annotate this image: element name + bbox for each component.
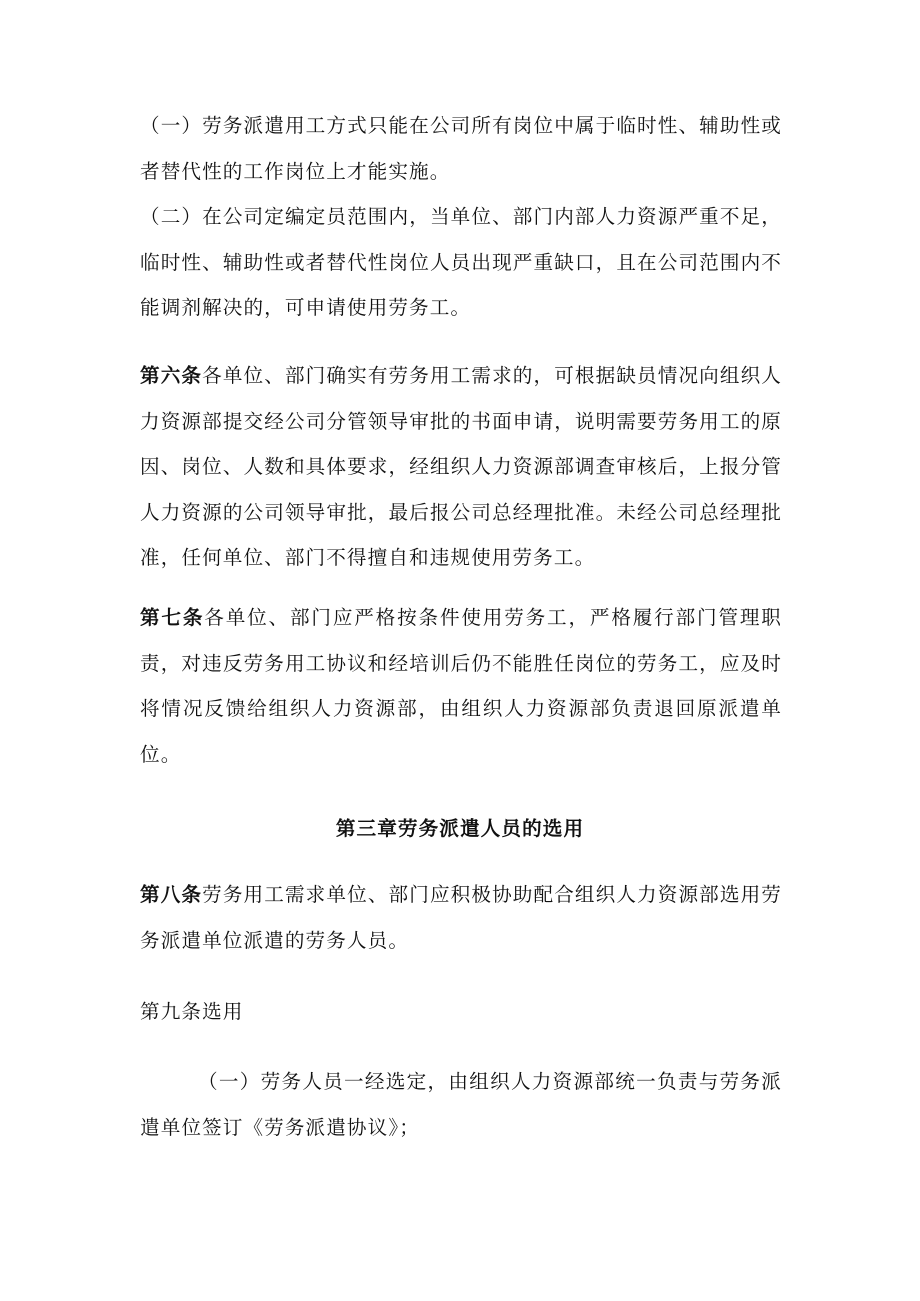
clause-9-item-1-text: （一）劳务人员一经选定，由组织人力资源部统一负责与劳务派遣单位签订《劳务派遣协议》； [140, 1070, 782, 1139]
article-7-text: 各单位、部门应严格按条件使用劳务工，严格履行部门管理职责，对违反劳务用工协议和经培训后仍不能胜任岗位的劳务工，应及时将情况反馈给组织人力资源部，由组织人力资源部负责退回原派遣单位。 [140, 606, 782, 766]
clause-item-2 [140, 194, 782, 331]
article-8-text: 劳务用工需求单位、部门应积极协助配合组织人力资源部选用劳务派遣单位派遣的劳务人员。 [140, 883, 782, 952]
article-6 [140, 353, 782, 581]
clause-item-1-text: （一）劳务派遣用工方式只能在公司所有岗位中属于临时性、辅助性或者替代性的工作岗位上才能实施。 [140, 114, 782, 183]
article-6-text: 各单位、部门确实有劳务用工需求的，可根据缺员情况向组织人力资源部提交经公司分管领导审批的书面申请，说明需要劳务用工的原因、岗位、人数和具体要求，经组织人力资源部调查审核后，上报分管人力资源的公司领导审批，最后报公司总经理批准。未经公司总经理批准，任何单位、部门不得擅自和违规使用劳务工。 [140, 364, 782, 569]
article-7-label: 第七条 [140, 606, 205, 629]
article-8 [140, 872, 782, 963]
article-8-label: 第八条 [140, 883, 203, 906]
article-9-title: 第九条选用 [140, 1000, 244, 1023]
clause-9-item-1 [140, 1059, 782, 1150]
article-6-label: 第六条 [140, 364, 203, 387]
article-7 [140, 595, 782, 777]
clause-item-1 [140, 103, 782, 194]
clause-item-2-text: （二）在公司定编定员范围内，当单位、部门内部人力资源严重不足，临时性、辅助性或者替代性岗位人员出现严重缺口，且在公司范围内不能调剂解决的，可申请使用劳务工。 [140, 205, 782, 319]
chapter-3-title: 第三章劳务派遣人员的选用 [335, 817, 585, 840]
